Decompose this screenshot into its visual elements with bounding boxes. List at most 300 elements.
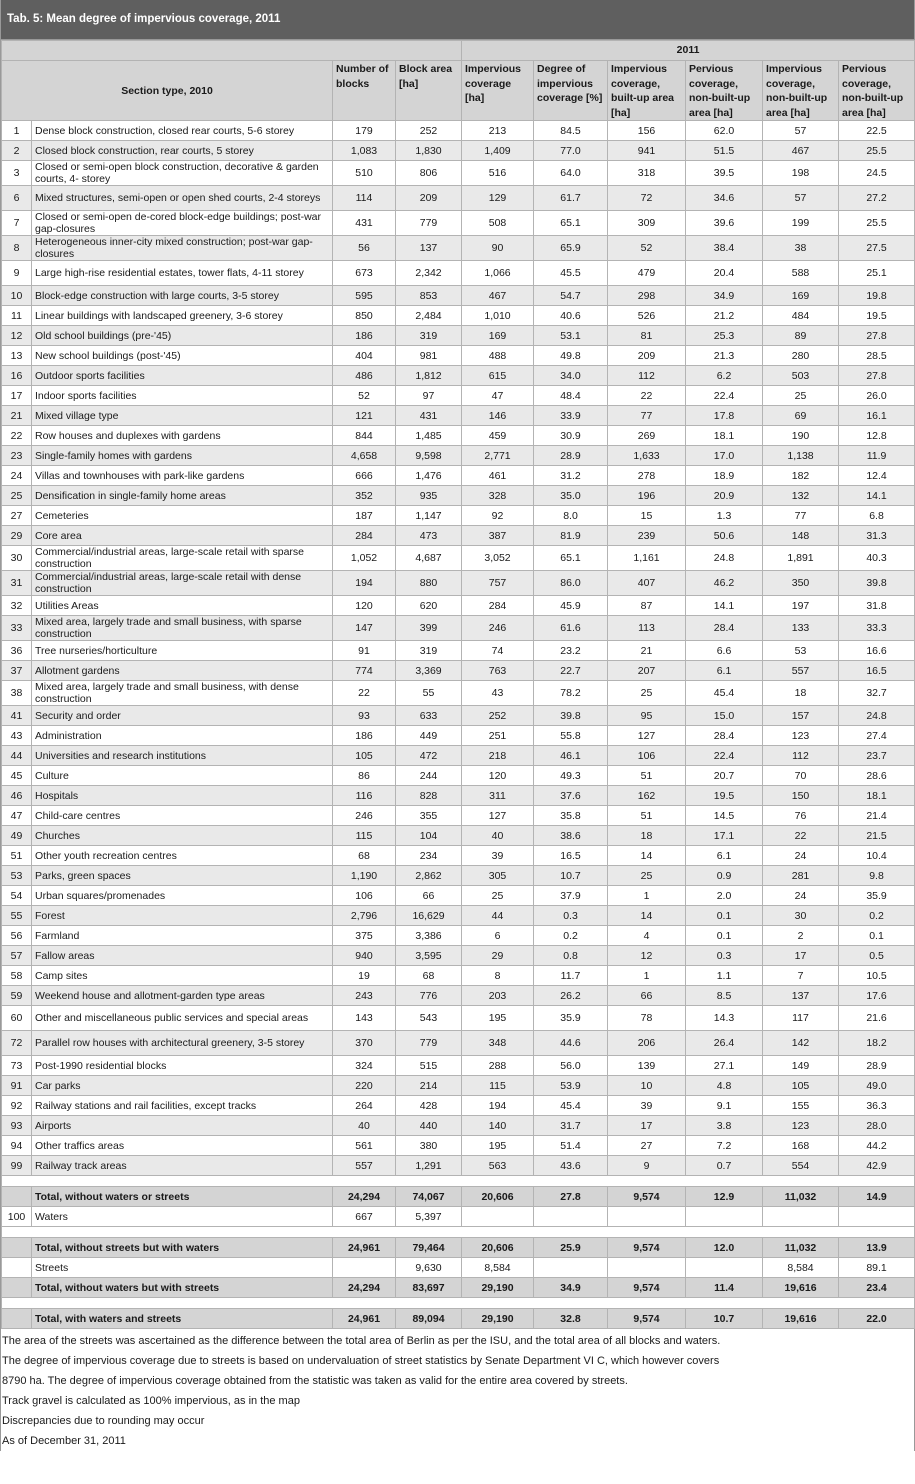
cell-impervious: 252: [462, 706, 534, 726]
cell-section-type: Old school buildings (pre-'45): [32, 326, 333, 346]
cell-block-area: 428: [396, 1096, 462, 1116]
cell-code: 94: [2, 1136, 32, 1156]
cell-impervious: 563: [462, 1156, 534, 1176]
table-row: [2, 1136, 915, 1156]
cell-code: 16: [2, 366, 32, 386]
cell-code: [2, 1278, 32, 1298]
footnote-line: Track gravel is calculated as 100% impervious, as in the map: [2, 1395, 300, 1407]
cell-imp-built: 162: [608, 786, 686, 806]
cell-imp-nonbuilt: 117: [763, 1006, 839, 1031]
cell-perv-nonbuilt-pct: 31.8: [839, 596, 915, 616]
cell-imp-nonbuilt: 19,616: [763, 1309, 839, 1329]
cell-perv-nonbuilt-pct: 23.7: [839, 746, 915, 766]
cell-imp-nonbuilt: 150: [763, 786, 839, 806]
cell-degree: 40.6: [534, 306, 608, 326]
cell-perv-nonbuilt-pct: 26.0: [839, 386, 915, 406]
cell-imp-nonbuilt: 70: [763, 766, 839, 786]
cell-code: 45: [2, 766, 32, 786]
cell-block-area: 620: [396, 596, 462, 616]
cell-imp-built: 10: [608, 1076, 686, 1096]
cell-section-type: Total, with waters and streets: [32, 1309, 333, 1329]
cell-impervious: 194: [462, 1096, 534, 1116]
cell-imp-nonbuilt: 554: [763, 1156, 839, 1176]
cell-perv-nonbuilt: 17.1: [686, 826, 763, 846]
cell-block-area: 319: [396, 641, 462, 661]
cell-imp-built: 9: [608, 1156, 686, 1176]
cell-section-type: Waters: [32, 1207, 333, 1227]
cell-perv-nonbuilt-pct: 42.9: [839, 1156, 915, 1176]
cell-block-area: 83,697: [396, 1278, 462, 1298]
column-header-section-type: Section type, 2010: [2, 61, 333, 121]
cell-block-area: 473: [396, 526, 462, 546]
cell-perv-nonbuilt: 62.0: [686, 121, 763, 141]
cell-blocks: 2,796: [333, 906, 396, 926]
cell-perv-nonbuilt-pct: 28.9: [839, 1056, 915, 1076]
cell-impervious: 146: [462, 406, 534, 426]
table-row: [2, 886, 915, 906]
cell-code: 91: [2, 1076, 32, 1096]
cell-blocks: 24,961: [333, 1309, 396, 1329]
cell-degree: 51.4: [534, 1136, 608, 1156]
cell-imp-nonbuilt: 123: [763, 726, 839, 746]
cell-section-type: Mixed area, largely trade and small business, with dense construction: [32, 681, 333, 706]
cell-block-area: 355: [396, 806, 462, 826]
cell-block-area: 1,812: [396, 366, 462, 386]
cell-degree: 31.7: [534, 1116, 608, 1136]
cell-imp-built: 4: [608, 926, 686, 946]
cell-blocks: 557: [333, 1156, 396, 1176]
cell-section-type: Outdoor sports facilities: [32, 366, 333, 386]
cell-imp-built: 269: [608, 426, 686, 446]
cell-blocks: 106: [333, 886, 396, 906]
cell-section-type: Commercial/industrial areas, large-scale retail with sparse construction: [32, 546, 333, 571]
cell-impervious: 387: [462, 526, 534, 546]
cell-imp-nonbuilt: 89: [763, 326, 839, 346]
cell-degree: 61.6: [534, 616, 608, 641]
cell-perv-nonbuilt: 34.9: [686, 286, 763, 306]
cell-perv-nonbuilt-pct: 18.1: [839, 786, 915, 806]
cell-section-type: Post-1990 residential blocks: [32, 1056, 333, 1076]
cell-section-type: Allotment gardens: [32, 661, 333, 681]
cell-section-type: Fallow areas: [32, 946, 333, 966]
cell-code: 38: [2, 681, 32, 706]
cell-impervious: 127: [462, 806, 534, 826]
cell-block-area: 68: [396, 966, 462, 986]
cell-code: 60: [2, 1006, 32, 1031]
cell-section-type: Culture: [32, 766, 333, 786]
cell-perv-nonbuilt: 1.1: [686, 966, 763, 986]
cell-section-type: Total, without waters or streets: [32, 1187, 333, 1207]
cell-impervious: 459: [462, 426, 534, 446]
cell-section-type: Car parks: [32, 1076, 333, 1096]
cell-imp-built: 39: [608, 1096, 686, 1116]
cell-perv-nonbuilt-pct: 25.1: [839, 261, 915, 286]
cell-perv-nonbuilt: 8.5: [686, 986, 763, 1006]
table-row: [2, 681, 915, 706]
header-spacer: [2, 41, 462, 61]
cell-section-type: Weekend house and allotment-garden type areas: [32, 986, 333, 1006]
cell-perv-nonbuilt-pct: 27.5: [839, 236, 915, 261]
cell-code: [2, 1309, 32, 1329]
streets-row: [2, 1258, 915, 1278]
cell-degree: 64.0: [534, 161, 608, 186]
cell-degree: 45.5: [534, 261, 608, 286]
cell-section-type: Parks, green spaces: [32, 866, 333, 886]
cell-perv-nonbuilt: [686, 1207, 763, 1227]
cell-perv-nonbuilt: 17.8: [686, 406, 763, 426]
cell-imp-nonbuilt: 588: [763, 261, 839, 286]
cell-impervious: 2,771: [462, 446, 534, 466]
footnotes: [1, 1329, 914, 1451]
cell-code: 21: [2, 406, 32, 426]
cell-block-area: 2,342: [396, 261, 462, 286]
cell-imp-built: 12: [608, 946, 686, 966]
cell-block-area: 472: [396, 746, 462, 766]
cell-blocks: 40: [333, 1116, 396, 1136]
table-row: [2, 326, 915, 346]
year-header: 2011: [462, 41, 915, 61]
cell-imp-nonbuilt: 77: [763, 506, 839, 526]
cell-blocks: 186: [333, 726, 396, 746]
cell-perv-nonbuilt-pct: 27.4: [839, 726, 915, 746]
cell-section-type: Linear buildings with landscaped greenery, 3-6 storey: [32, 306, 333, 326]
cell-block-area: 1,291: [396, 1156, 462, 1176]
cell-imp-built: 407: [608, 571, 686, 596]
table-row: [2, 1156, 915, 1176]
cell-perv-nonbuilt-pct: 16.5: [839, 661, 915, 681]
cell-block-area: 776: [396, 986, 462, 1006]
cell-impervious: 328: [462, 486, 534, 506]
cell-perv-nonbuilt: 22.4: [686, 386, 763, 406]
cell-blocks: 850: [333, 306, 396, 326]
cell-block-area: 449: [396, 726, 462, 746]
cell-code: 41: [2, 706, 32, 726]
cell-degree: 84.5: [534, 121, 608, 141]
cell-blocks: 4,658: [333, 446, 396, 466]
cell-impervious: 120: [462, 766, 534, 786]
cell-degree: 0.8: [534, 946, 608, 966]
cell-blocks: 120: [333, 596, 396, 616]
cell-impervious: 213: [462, 121, 534, 141]
cell-code: 2: [2, 141, 32, 161]
cell-perv-nonbuilt-pct: 11.9: [839, 446, 915, 466]
cell-block-area: 209: [396, 186, 462, 211]
cell-block-area: 55: [396, 681, 462, 706]
column-header-perv-nonbuilt-pct: Pervious coverage, non-built-up area [ha]: [839, 61, 915, 121]
cell-section-type: Other traffics areas: [32, 1136, 333, 1156]
cell-imp-built: 941: [608, 141, 686, 161]
cell-blocks: [333, 1258, 396, 1278]
cell-perv-nonbuilt-pct: 24.8: [839, 706, 915, 726]
cell-perv-nonbuilt-pct: 12.8: [839, 426, 915, 446]
cell-imp-built: 77: [608, 406, 686, 426]
cell-block-area: 380: [396, 1136, 462, 1156]
cell-section-type: New school buildings (post-'45): [32, 346, 333, 366]
cell-imp-built: 9,574: [608, 1238, 686, 1258]
cell-imp-nonbuilt: 123: [763, 1116, 839, 1136]
table-row: [2, 1116, 915, 1136]
cell-perv-nonbuilt-pct: 13.9: [839, 1238, 915, 1258]
cell-imp-built: 25: [608, 866, 686, 886]
cell-block-area: 1,830: [396, 141, 462, 161]
cell-section-type: Streets: [32, 1258, 333, 1278]
cell-section-type: Parallel row houses with architectural greenery, 3-5 storey: [32, 1031, 333, 1056]
table-row: [2, 661, 915, 681]
footnote-line: The area of the streets was ascertained as the difference between the total area of Berlin as per the ISU, and the total area of all blocks and waters.: [2, 1335, 721, 1347]
cell-imp-nonbuilt: 142: [763, 1031, 839, 1056]
cell-blocks: 844: [333, 426, 396, 446]
cell-degree: 31.2: [534, 466, 608, 486]
cell-code: 59: [2, 986, 32, 1006]
cell-imp-built: 196: [608, 486, 686, 506]
cell-perv-nonbuilt-pct: 27.2: [839, 186, 915, 211]
cell-imp-built: 14: [608, 846, 686, 866]
cell-section-type: Hospitals: [32, 786, 333, 806]
table-row: [2, 571, 915, 596]
cell-degree: 23.2: [534, 641, 608, 661]
cell-imp-built: 1,161: [608, 546, 686, 571]
cell-code: 47: [2, 806, 32, 826]
cell-impervious: 29: [462, 946, 534, 966]
cell-code: 93: [2, 1116, 32, 1136]
cell-perv-nonbuilt: 7.2: [686, 1136, 763, 1156]
table-row: [2, 641, 915, 661]
spacer-row: [2, 1176, 915, 1187]
cell-imp-nonbuilt: 8,584: [763, 1258, 839, 1278]
cell-imp-nonbuilt: 30: [763, 906, 839, 926]
cell-perv-nonbuilt-pct: 33.3: [839, 616, 915, 641]
cell-blocks: 147: [333, 616, 396, 641]
cell-impervious: 39: [462, 846, 534, 866]
cell-imp-nonbuilt: 22: [763, 826, 839, 846]
cell-perv-nonbuilt-pct: 21.5: [839, 826, 915, 846]
cell-blocks: 24,294: [333, 1187, 396, 1207]
cell-blocks: 105: [333, 746, 396, 766]
cell-blocks: 673: [333, 261, 396, 286]
cell-blocks: 116: [333, 786, 396, 806]
cell-impervious: 203: [462, 986, 534, 1006]
cell-perv-nonbuilt-pct: 19.5: [839, 306, 915, 326]
cell-block-area: 853: [396, 286, 462, 306]
table-row: [2, 706, 915, 726]
cell-code: 3: [2, 161, 32, 186]
cell-perv-nonbuilt-pct: 28.0: [839, 1116, 915, 1136]
cell-section-type: Single-family homes with gardens: [32, 446, 333, 466]
cell-perv-nonbuilt: 12.9: [686, 1187, 763, 1207]
cell-imp-nonbuilt: 112: [763, 746, 839, 766]
cell-code: 56: [2, 926, 32, 946]
cell-degree: 65.9: [534, 236, 608, 261]
cell-perv-nonbuilt: 39.5: [686, 161, 763, 186]
cell-impervious: 195: [462, 1136, 534, 1156]
cell-imp-nonbuilt: 38: [763, 236, 839, 261]
cell-perv-nonbuilt-pct: 0.1: [839, 926, 915, 946]
cell-imp-nonbuilt: 198: [763, 161, 839, 186]
cell-blocks: 352: [333, 486, 396, 506]
cell-perv-nonbuilt: 9.1: [686, 1096, 763, 1116]
cell-block-area: 4,687: [396, 546, 462, 571]
table-row: [2, 261, 915, 286]
cell-impervious: 74: [462, 641, 534, 661]
cell-imp-built: 106: [608, 746, 686, 766]
total-row: [2, 1238, 915, 1258]
cell-impervious: 6: [462, 926, 534, 946]
cell-degree: 45.9: [534, 596, 608, 616]
cell-blocks: 370: [333, 1031, 396, 1056]
table-row: [2, 766, 915, 786]
table-row: [2, 1006, 915, 1031]
cell-imp-built: 22: [608, 386, 686, 406]
cell-block-area: 1,485: [396, 426, 462, 446]
cell-imp-built: 209: [608, 346, 686, 366]
cell-perv-nonbuilt-pct: 25.5: [839, 141, 915, 161]
cell-section-type: Other youth recreation centres: [32, 846, 333, 866]
cell-degree: 77.0: [534, 141, 608, 161]
cell-blocks: 91: [333, 641, 396, 661]
cell-imp-built: 27: [608, 1136, 686, 1156]
cell-impervious: 1,066: [462, 261, 534, 286]
cell-imp-nonbuilt: 132: [763, 486, 839, 506]
cell-imp-nonbuilt: 7: [763, 966, 839, 986]
cell-perv-nonbuilt-pct: 18.2: [839, 1031, 915, 1056]
cell-degree: 26.2: [534, 986, 608, 1006]
cell-blocks: 595: [333, 286, 396, 306]
cell-block-area: 3,595: [396, 946, 462, 966]
cell-section-type: Mixed area, largely trade and small business, with sparse construction: [32, 616, 333, 641]
cell-code: 6: [2, 186, 32, 211]
cell-impervious: 115: [462, 1076, 534, 1096]
cell-perv-nonbuilt: 38.4: [686, 236, 763, 261]
cell-degree: 78.2: [534, 681, 608, 706]
cell-imp-nonbuilt: [763, 1207, 839, 1227]
cell-imp-nonbuilt: 467: [763, 141, 839, 161]
cell-imp-built: 51: [608, 806, 686, 826]
cell-imp-built: 526: [608, 306, 686, 326]
cell-blocks: 186: [333, 326, 396, 346]
cell-impervious: 1,409: [462, 141, 534, 161]
cell-block-area: 214: [396, 1076, 462, 1096]
cell-imp-nonbuilt: 280: [763, 346, 839, 366]
cell-code: 29: [2, 526, 32, 546]
table-row: [2, 506, 915, 526]
cell-imp-built: [608, 1207, 686, 1227]
cell-code: 25: [2, 486, 32, 506]
cell-blocks: 22: [333, 681, 396, 706]
table-row: [2, 846, 915, 866]
cell-imp-nonbuilt: 69: [763, 406, 839, 426]
cell-section-type: Total, without streets but with waters: [32, 1238, 333, 1258]
cell-code: [2, 1187, 32, 1207]
cell-block-area: 543: [396, 1006, 462, 1031]
cell-impervious: 47: [462, 386, 534, 406]
table-row: [2, 306, 915, 326]
cell-impervious: 348: [462, 1031, 534, 1056]
cell-degree: 46.1: [534, 746, 608, 766]
cell-code: 73: [2, 1056, 32, 1076]
cell-impervious: 29,190: [462, 1309, 534, 1329]
cell-blocks: 52: [333, 386, 396, 406]
cell-blocks: 115: [333, 826, 396, 846]
cell-degree: 37.6: [534, 786, 608, 806]
table-row: [2, 866, 915, 886]
table-row: [2, 446, 915, 466]
spacer-cell: [2, 1227, 915, 1238]
cell-code: 72: [2, 1031, 32, 1056]
cell-blocks: 24,961: [333, 1238, 396, 1258]
cell-degree: 81.9: [534, 526, 608, 546]
cell-impervious: 757: [462, 571, 534, 596]
cell-imp-nonbuilt: 503: [763, 366, 839, 386]
cell-blocks: 220: [333, 1076, 396, 1096]
cell-impervious: 305: [462, 866, 534, 886]
table-row: [2, 186, 915, 211]
cell-imp-built: 9,574: [608, 1187, 686, 1207]
table-row: [2, 1096, 915, 1116]
cell-block-area: 806: [396, 161, 462, 186]
cell-degree: 86.0: [534, 571, 608, 596]
cell-perv-nonbuilt-pct: 21.4: [839, 806, 915, 826]
cell-perv-nonbuilt-pct: 6.8: [839, 506, 915, 526]
cell-perv-nonbuilt: 46.2: [686, 571, 763, 596]
cell-degree: 54.7: [534, 286, 608, 306]
cell-impervious: 461: [462, 466, 534, 486]
cell-imp-nonbuilt: 155: [763, 1096, 839, 1116]
cell-impervious: 90: [462, 236, 534, 261]
cell-degree: 53.1: [534, 326, 608, 346]
cell-perv-nonbuilt-pct: 14.1: [839, 486, 915, 506]
cell-block-area: 779: [396, 211, 462, 236]
cell-blocks: 324: [333, 1056, 396, 1076]
cell-perv-nonbuilt: 14.3: [686, 1006, 763, 1031]
cell-impervious: 467: [462, 286, 534, 306]
cell-blocks: 24,294: [333, 1278, 396, 1298]
cell-section-type: Urban squares/promenades: [32, 886, 333, 906]
cell-degree: [534, 1258, 608, 1278]
cell-imp-built: 87: [608, 596, 686, 616]
cell-perv-nonbuilt: 34.6: [686, 186, 763, 211]
table-row: [2, 946, 915, 966]
cell-degree: 43.6: [534, 1156, 608, 1176]
cell-perv-nonbuilt-pct: 14.9: [839, 1187, 915, 1207]
cell-impervious: 615: [462, 366, 534, 386]
cell-imp-built: 1,633: [608, 446, 686, 466]
cell-perv-nonbuilt: 20.4: [686, 261, 763, 286]
cell-block-area: 74,067: [396, 1187, 462, 1207]
cell-perv-nonbuilt-pct: 10.4: [839, 846, 915, 866]
cell-perv-nonbuilt: 18.1: [686, 426, 763, 446]
cell-blocks: 56: [333, 236, 396, 261]
cell-perv-nonbuilt: 24.8: [686, 546, 763, 571]
cell-perv-nonbuilt: 20.7: [686, 766, 763, 786]
cell-perv-nonbuilt-pct: 10.5: [839, 966, 915, 986]
cell-code: 58: [2, 966, 32, 986]
cell-block-area: 234: [396, 846, 462, 866]
cell-section-type: Utilities Areas: [32, 596, 333, 616]
table-title: Tab. 5: Mean degree of impervious coverage, 2011: [1, 0, 914, 40]
table-body: [2, 121, 915, 1176]
cell-block-area: 2,484: [396, 306, 462, 326]
cell-impervious: 20,606: [462, 1238, 534, 1258]
column-header-perv-nonbuilt: Pervious coverage, non-built-up area [ha]: [686, 61, 763, 121]
cell-impervious: 169: [462, 326, 534, 346]
cell-perv-nonbuilt-pct: 27.8: [839, 326, 915, 346]
cell-degree: [534, 1207, 608, 1227]
cell-section-type: Indoor sports facilities: [32, 386, 333, 406]
cell-impervious: 8: [462, 966, 534, 986]
cell-imp-nonbuilt: 2: [763, 926, 839, 946]
table-row: [2, 616, 915, 641]
cell-section-type: Administration: [32, 726, 333, 746]
